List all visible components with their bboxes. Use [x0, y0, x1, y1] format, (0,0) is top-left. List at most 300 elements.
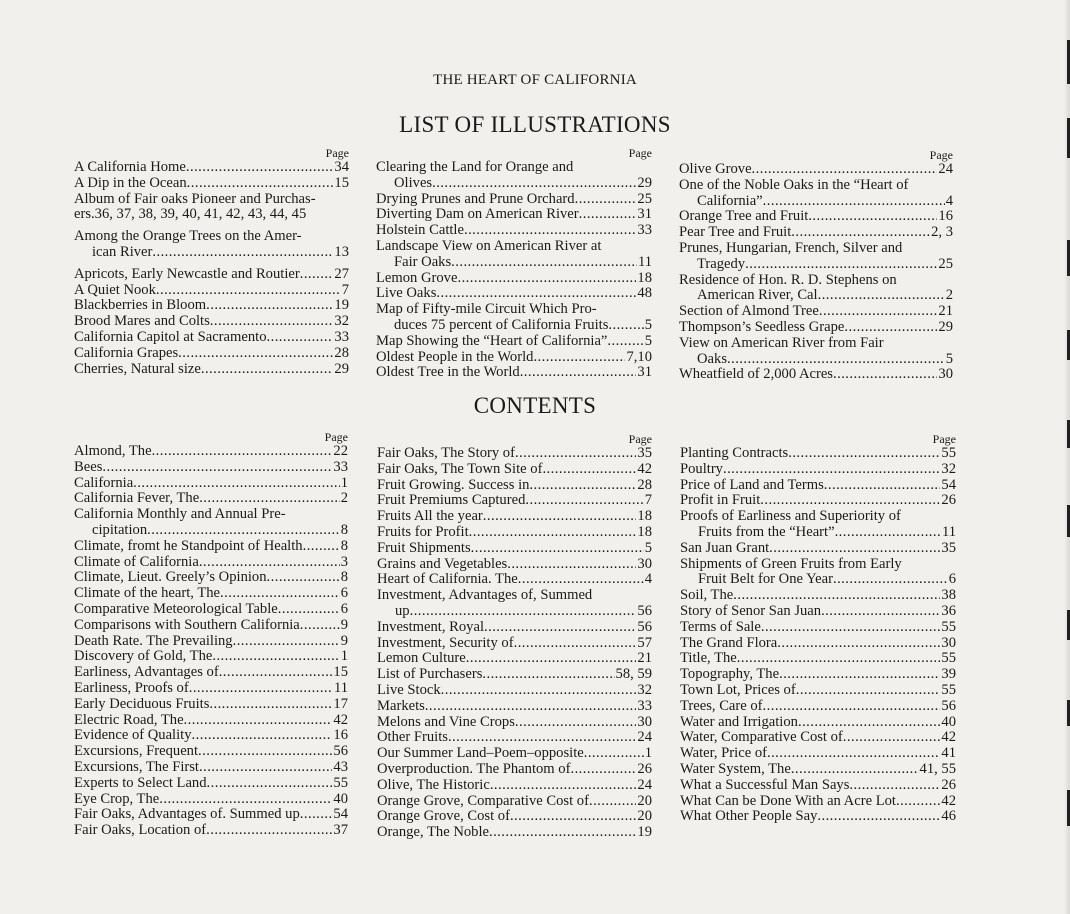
list-entry	[74, 697, 348, 713]
entry-title: Planting Contracts	[680, 445, 789, 461]
list-entry	[679, 162, 953, 178]
entry-page: 28	[334, 344, 349, 361]
entry-page: 40	[941, 713, 956, 730]
entry-title: Melons and Vine Crops	[377, 713, 515, 730]
list-entry	[679, 209, 953, 225]
entry-page: 35	[637, 445, 652, 461]
entry-title: The Grand Flora	[680, 634, 778, 651]
list-entry	[376, 350, 652, 366]
entry-page: 8	[340, 521, 348, 538]
list-entry	[74, 823, 348, 839]
list-entry	[377, 636, 652, 652]
entry-page: 33	[637, 222, 652, 239]
list-entry	[376, 365, 652, 381]
entry-title: Wheatfield of 2,000 Acres	[679, 366, 833, 383]
entry-continuation	[377, 604, 652, 620]
entry-title: Markets	[377, 697, 425, 714]
dot-leader	[159, 792, 332, 808]
dot-leader	[818, 288, 945, 304]
dot-leader	[186, 160, 334, 176]
entry-title: A Dip in the Ocean	[74, 174, 187, 191]
entry-page: 7	[644, 492, 652, 509]
entry-title: A Quiet Nook	[74, 281, 156, 298]
dot-leader	[763, 194, 945, 210]
entry-title: Profit in Fruit	[680, 492, 761, 509]
entry-title: Water, Price of	[680, 745, 767, 762]
dot-leader	[835, 525, 941, 541]
entry-title-line: Album of Fair oaks Pioneer and Purchas-	[74, 190, 316, 207]
list-entry	[74, 681, 348, 697]
entry-title-line: Shipments of Green Fruits from Early	[680, 555, 902, 572]
entry-continuation	[679, 257, 953, 273]
dot-leader	[844, 320, 937, 336]
list-entry	[680, 478, 956, 494]
dot-leader	[267, 570, 340, 586]
list-entry	[377, 794, 652, 810]
list-entry	[74, 491, 348, 507]
entry-page: 25	[637, 190, 652, 207]
dot-leader	[152, 245, 333, 261]
entry-page: 26	[941, 492, 956, 509]
dot-leader	[791, 225, 930, 241]
entry-title: duces 75 percent of California Fruits	[394, 316, 609, 333]
dot-leader	[489, 825, 636, 841]
entry-title: Pear Tree and Fruit	[679, 224, 792, 241]
dot-leader	[589, 794, 636, 810]
contents-column-2	[377, 433, 652, 841]
entry-title: Comparisons with Southern California	[74, 616, 300, 633]
entry-title: Fruit Belt for One Year	[698, 571, 833, 588]
entry-title: Our Summer Land–Poem–opposite	[377, 745, 584, 762]
entry-title: Orange, The Noble	[377, 824, 489, 841]
list-entry	[680, 762, 956, 778]
entry-title: ican River	[92, 243, 153, 260]
entry-title: Title, The	[680, 650, 737, 667]
dot-leader	[300, 618, 340, 634]
entry-page: 34	[334, 159, 349, 175]
entry-title: Water, Comparative Cost of	[680, 729, 843, 746]
entry-title: What Can be Done With an Acre Lot	[680, 792, 896, 809]
entry-page: 38	[941, 587, 956, 604]
entry-page: 54	[333, 806, 348, 823]
list-entry	[377, 762, 652, 778]
entry-title: What a Successful Man Says	[680, 776, 850, 793]
dot-leader	[441, 683, 637, 699]
entry-page: 42	[941, 729, 956, 746]
entry-title: Terms of Sale	[680, 618, 761, 635]
entry-title-line: Residence of Hon. R. D. Stephens on	[679, 271, 897, 288]
entry-page: 41	[941, 745, 956, 762]
dot-leader	[607, 334, 643, 350]
dot-leader	[525, 493, 643, 509]
entry-title: Topography, The	[680, 666, 780, 683]
dot-leader	[147, 523, 340, 539]
list-entry	[679, 367, 953, 383]
dot-leader	[233, 634, 340, 650]
entry-title: Fair Oaks, Advantages of. Summed up	[74, 806, 300, 823]
list-entry	[679, 225, 953, 241]
list-entry	[377, 809, 652, 825]
list-entry	[377, 683, 652, 699]
entry-title: Fair Oaks	[394, 253, 452, 270]
list-entry	[680, 604, 956, 620]
dot-leader	[471, 541, 644, 557]
entry-page: 33	[334, 328, 349, 345]
dot-leader	[788, 446, 940, 462]
entry-title: Water System, The	[680, 760, 791, 777]
entry-continuation	[376, 255, 652, 271]
entry-page: 40	[333, 790, 348, 807]
entry-title: Fruit Growing. Success in	[377, 476, 530, 493]
entry-page: 30	[637, 713, 652, 730]
dot-leader	[210, 314, 334, 330]
entry-title: Fruits All the year	[377, 508, 483, 525]
dot-leader	[206, 298, 333, 314]
entry-title: Olive, The Historic	[377, 776, 490, 793]
entry-page: 33	[333, 458, 348, 475]
dot-leader	[189, 681, 333, 697]
entry-page: 21	[938, 303, 953, 320]
list-entry	[376, 223, 652, 239]
list-entry	[74, 776, 348, 792]
dot-leader	[278, 602, 340, 618]
list-entry	[377, 715, 652, 731]
entry-title: Heart of California. The	[377, 571, 518, 588]
entry-page: 42	[333, 711, 348, 728]
page-column-header: Page	[628, 146, 652, 160]
entry-title: California Fever, The	[74, 490, 200, 507]
entry-page: 6	[948, 571, 956, 588]
entry-page: 26	[637, 760, 652, 777]
entry-page: 6	[340, 600, 348, 617]
list-entry	[74, 586, 348, 602]
entry-page: 30	[637, 555, 652, 572]
dot-leader	[745, 257, 937, 273]
list-entry	[74, 476, 348, 492]
list-entry	[377, 825, 652, 841]
entry-continuation	[680, 525, 956, 541]
dot-leader	[808, 209, 937, 225]
entry-continuation	[376, 318, 652, 334]
dot-leader	[727, 352, 945, 368]
entry-page: 9	[340, 616, 348, 633]
entry-title: Eye Crop, The	[74, 790, 160, 807]
entry-page: 2	[340, 490, 348, 507]
list-entry	[680, 794, 956, 810]
list-entry	[74, 176, 349, 192]
entry-title: A California Home	[74, 159, 186, 175]
entry-page: 18	[637, 523, 652, 540]
entry-page: 48	[637, 285, 652, 302]
list-entry	[74, 634, 348, 650]
list-entry	[376, 271, 652, 287]
dot-leader	[529, 478, 636, 494]
dot-leader	[767, 746, 940, 762]
entry-page: 20	[637, 792, 652, 809]
dot-leader	[769, 541, 940, 557]
illustrations-column-3	[679, 149, 953, 383]
entry-page: 55	[941, 445, 956, 461]
running-head: THE HEART OF CALIFORNIA	[433, 72, 637, 88]
dot-leader	[457, 271, 636, 287]
list-entry	[74, 555, 348, 571]
list-entry	[377, 525, 652, 541]
dot-leader	[436, 286, 636, 302]
entry-page: 22	[333, 443, 348, 459]
list-entry	[680, 509, 956, 541]
entry-title: Earliness, Proofs of	[74, 679, 189, 696]
list-entry	[377, 509, 652, 525]
dot-leader	[133, 476, 340, 492]
entry-title-line: Map of Fifty-mile Circuit Which Pro-	[376, 301, 597, 318]
dot-leader	[152, 444, 333, 460]
entry-page: 30	[938, 366, 953, 383]
dot-leader	[723, 462, 940, 478]
entry-title: Water and Irrigation	[680, 713, 798, 730]
entry-page: 11	[333, 679, 348, 696]
dot-leader	[484, 620, 636, 636]
entry-title: Fruits from the “Heart”	[698, 523, 835, 540]
entry-title: Lemon Grove	[376, 269, 458, 286]
entry-page: 25	[938, 255, 953, 272]
list-entry	[74, 507, 348, 539]
entry-title: Drying Prunes and Prune Orchard	[376, 190, 575, 207]
entry-page: 17	[333, 695, 348, 712]
dot-leader	[791, 762, 919, 778]
entry-page: 7,10	[626, 348, 652, 365]
dot-leader	[542, 462, 636, 478]
entry-page: 15	[334, 174, 349, 191]
page-column-header: Page	[324, 430, 348, 444]
entry-title: Olive Grove	[679, 161, 752, 177]
dot-leader	[300, 267, 334, 283]
dot-leader	[410, 604, 637, 620]
list-entry	[74, 267, 349, 283]
entry-page: 31	[637, 206, 652, 223]
entry-page: 58, 59	[615, 666, 652, 683]
list-entry	[680, 651, 956, 667]
list-entry	[74, 602, 348, 618]
entry-continuation	[679, 194, 953, 210]
entry-page: 5	[644, 539, 652, 556]
entry-page: 32	[637, 681, 652, 698]
entry-title: Excursions, The First	[74, 758, 199, 775]
entry-title: San Juan Grant	[680, 539, 770, 556]
list-entry	[74, 229, 349, 261]
entry-title: Evidence of Quality	[74, 727, 192, 744]
dot-leader	[733, 588, 940, 604]
dot-leader	[515, 715, 637, 731]
entry-page: 42	[637, 460, 652, 477]
list-entry	[377, 651, 652, 667]
list-entry	[376, 192, 652, 208]
entry-page: 5	[644, 332, 652, 349]
entry-title: Town Lot, Prices of	[680, 681, 796, 698]
dot-leader	[425, 699, 637, 715]
entry-page: 1	[340, 474, 348, 491]
dot-leader	[777, 636, 940, 652]
list-entry	[680, 462, 956, 478]
entry-title: Fair Oaks, The Story of	[377, 445, 515, 461]
entry-page: 55	[941, 650, 956, 667]
entry-page: 16	[938, 208, 953, 225]
entry-title: Orange Grove, Comparative Cost of	[377, 792, 589, 809]
entry-page: 30	[941, 634, 956, 651]
entry-continuation	[376, 176, 652, 192]
dot-leader	[760, 493, 940, 509]
entry-page: 55	[333, 774, 348, 791]
list-entry	[679, 241, 953, 273]
dot-leader	[796, 683, 941, 699]
entry-title: Climate, Lieut. Greely’s Opinion	[74, 569, 267, 586]
dot-leader	[201, 362, 334, 378]
list-entry	[376, 207, 652, 223]
dot-leader	[466, 651, 637, 667]
entry-page: 56	[637, 602, 652, 619]
entry-page: 8	[340, 537, 348, 554]
entry-title: Bees	[74, 458, 103, 475]
entry-page: 24	[637, 729, 652, 746]
list-entry	[679, 304, 953, 320]
dot-leader	[752, 162, 938, 178]
dot-leader	[483, 509, 637, 525]
entry-title: Thompson’s Seedless Grape	[679, 318, 845, 335]
entry-page: 18	[637, 269, 652, 286]
list-entry	[74, 444, 348, 460]
dot-leader	[451, 255, 637, 271]
entry-page: 41, 55	[919, 760, 956, 777]
list-entry	[680, 746, 956, 762]
entry-page: 55	[941, 681, 956, 698]
list-entry	[680, 699, 956, 715]
entry-page: 16	[333, 727, 348, 744]
contents-title: CONTENTS	[473, 393, 597, 418]
entry-title: Grains and Vegetables	[377, 555, 508, 572]
entry-page: 31	[637, 364, 652, 381]
dot-leader	[833, 572, 948, 588]
entry-title: California”	[697, 192, 763, 209]
list-entry	[376, 239, 652, 271]
entry-title: Orange Tree and Fruit	[679, 208, 809, 225]
list-entry	[377, 572, 652, 588]
list-entry	[74, 760, 348, 776]
list-entry	[679, 273, 953, 305]
dot-leader	[432, 176, 636, 192]
entry-title: Investment, Royal	[377, 618, 485, 635]
page-column-header: Page	[929, 148, 953, 162]
dot-leader	[464, 223, 636, 239]
list-entry	[74, 314, 349, 330]
entry-title: Fruit Premiums Captured	[377, 492, 526, 509]
dot-leader	[520, 365, 637, 381]
entry-title: Holstein Cattle	[376, 222, 464, 239]
entry-page: 1	[340, 648, 348, 665]
dot-leader	[737, 651, 941, 667]
list-entry	[74, 807, 348, 823]
entry-title-line: Among the Orange Trees on the Amer-	[74, 228, 302, 245]
entry-continuation	[679, 288, 953, 304]
dot-leader	[199, 491, 340, 507]
list-entry	[377, 746, 652, 762]
list-entry	[376, 334, 652, 350]
list-entry	[680, 557, 956, 589]
entry-page: 33	[637, 697, 652, 714]
entry-title: California Capitol at Sacramento	[74, 328, 267, 345]
entry-page: 11	[941, 523, 956, 540]
list-entry	[680, 715, 956, 731]
list-entry	[377, 462, 652, 478]
list-entry	[74, 728, 348, 744]
dot-leader	[187, 176, 334, 192]
entry-page: 39	[941, 666, 956, 683]
entry-title-line: Clearing the Land for Orange and	[376, 159, 574, 175]
list-entry	[74, 362, 349, 378]
list-entry	[680, 636, 956, 652]
entry-page: 1	[644, 745, 652, 762]
entry-title: Death Rate. The Prevailing	[74, 632, 233, 649]
entry-title: Cherries, Natural size	[74, 360, 201, 377]
entry-page: 3	[340, 553, 348, 570]
list-entry	[377, 588, 652, 620]
entry-title-line: Landscape View on American River at	[376, 237, 602, 254]
dot-leader	[510, 809, 636, 825]
list-entry	[74, 160, 349, 176]
dot-leader	[824, 478, 941, 494]
dot-leader	[798, 715, 940, 731]
entry-page: 32	[941, 460, 956, 477]
entry-page: 43	[333, 758, 348, 775]
entry-continuation	[74, 523, 348, 539]
dot-leader	[220, 586, 340, 602]
entry-title: Brood Mares and Colts	[74, 313, 210, 330]
dot-leader	[570, 762, 636, 778]
list-entry	[679, 178, 953, 210]
entry-page: 2	[945, 287, 953, 304]
illustrations-column-1	[74, 147, 349, 377]
illustrations-column-2	[376, 147, 652, 381]
dot-leader	[219, 665, 333, 681]
entry-title-line: Prunes, Hungarian, French, Silver and	[679, 239, 903, 256]
list-entry	[680, 541, 956, 557]
list-entry	[680, 446, 956, 462]
dot-leader	[267, 330, 334, 346]
entry-title: Live Oaks	[376, 285, 437, 302]
list-entry	[377, 541, 652, 557]
contents-column-1	[74, 431, 348, 839]
entry-page: 4	[945, 192, 953, 209]
dot-leader	[515, 446, 636, 462]
dot-leader	[533, 350, 625, 366]
entry-continuation	[74, 207, 349, 223]
entry-page: 29	[334, 360, 349, 377]
dot-leader	[779, 667, 940, 683]
list-entry	[377, 699, 652, 715]
dot-leader	[490, 778, 637, 794]
list-entry	[377, 667, 652, 683]
entry-title: Section of Almond Tree	[679, 303, 819, 320]
dot-leader	[199, 760, 332, 776]
list-entry	[679, 320, 953, 336]
entry-page: 56	[637, 618, 652, 635]
entry-title: Poultry	[680, 460, 723, 477]
entry-page: 21	[637, 650, 652, 667]
entry-page: 32	[334, 313, 349, 330]
list-entry	[376, 286, 652, 302]
dot-leader	[584, 746, 644, 762]
entry-title: Fair Oaks, The Town Site of	[377, 460, 543, 477]
list-entry	[74, 298, 349, 314]
dot-leader	[209, 697, 332, 713]
